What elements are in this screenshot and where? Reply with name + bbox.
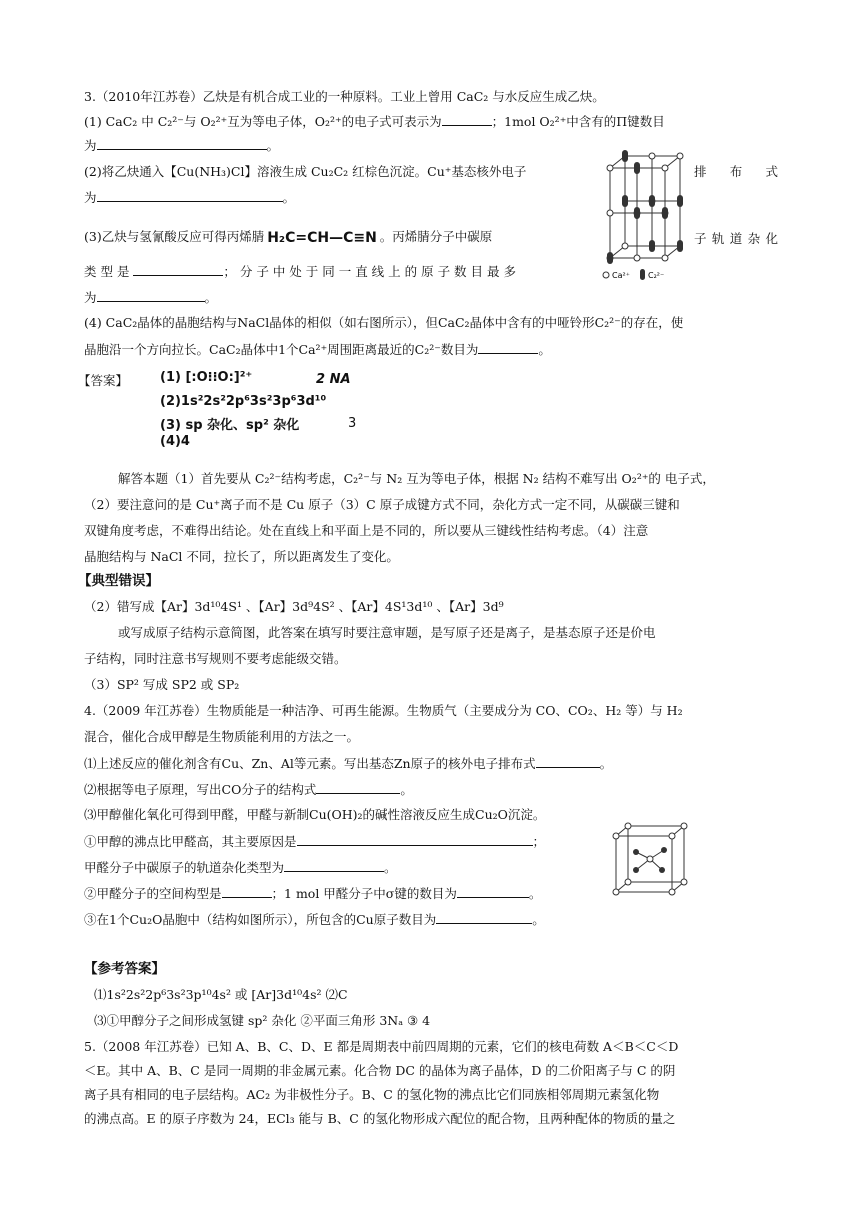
q4-line-7: [84, 858, 397, 877]
q3-line-3: [84, 136, 279, 155]
q3-line-10-text: 晶胞沿一个方向拉长。CaC₂晶体中1个Ca²⁺周围距离最近的C₂²⁻数目为: [84, 342, 479, 357]
answer-blank[interactable]: [97, 288, 205, 302]
legend-ca: Ca²⁺: [612, 271, 630, 280]
answer-blank[interactable]: [222, 884, 272, 898]
ref-title: 【参考答案】: [84, 961, 165, 977]
answer-blank[interactable]: [316, 780, 400, 794]
answer-2: (2)1s²2s²2p⁶3s²3p⁶3d¹⁰: [160, 394, 327, 409]
answer-blank[interactable]: [478, 340, 538, 354]
answer-1: (1) [:O⁝⁝O:]²⁺: [160, 370, 253, 385]
cu2o-crystal-diagram: [612, 822, 688, 898]
period: 。: [266, 138, 280, 153]
period: 。: [599, 756, 613, 771]
q3-line-8: [84, 288, 217, 307]
q4-line-3-text: ⑴上述反应的催化剂含有Cu、Zn、Al等元素。写出基态Zn原子的核外电子排布式: [84, 756, 536, 771]
q4-line-8-tail: ；1 mol 甲醛分子中σ键的数目为: [271, 886, 457, 901]
answer-3: (3) sp 杂化、sp² 杂化: [160, 418, 300, 433]
q5-line-4: 的沸点高。E 的原子序数为 24，ECl₃ 能与 B、C 的氢化物形成六配位的配合物，且两种配体的物质的量之: [84, 1111, 676, 1126]
q4-line-6: [84, 832, 545, 851]
q3-line-8-text: 为: [84, 290, 97, 305]
answer-blank[interactable]: [133, 262, 223, 276]
acrylonitrile-formula-text: H₂C=CH—C≡N: [267, 229, 377, 246]
q4-line-9: [84, 910, 545, 929]
errors-title: 【典型错误】: [78, 573, 159, 589]
period: 。: [528, 886, 542, 901]
q4-line-3: [84, 754, 612, 773]
answer-blank[interactable]: [97, 136, 267, 150]
explain-line-2: （2）要注意问的是 Cu⁺离子而不是 Cu 原子（3）C 原子成键方式不同，杂化方式一定不同，从碳碳三键和: [84, 497, 680, 512]
answer-blank[interactable]: [442, 112, 492, 126]
answer-3b: 3: [348, 416, 357, 431]
q4-line-8-text: ②甲醛分子的空间构型是: [84, 886, 222, 901]
q3-line-6: [84, 228, 492, 247]
period: 。: [538, 342, 551, 357]
q4-line-9-text: ③在1个Cu₂O晶胞中（结构如图所示），所包含的Cu原子数目为: [84, 912, 437, 927]
errors-line-4: （3）SP² 写成 SP2 或 SP₂: [84, 677, 240, 692]
explain-line-1: 解答本题（1）首先要从 C₂²⁻结构考虑，C₂²⁻与 N₂ 互为等电子体，根据 N₂ 结构不难写出 O₂²⁺的 电子式，: [118, 471, 715, 486]
q3-line-7-text: 类 型 是: [84, 264, 134, 279]
answer-tag: 【答案】: [78, 373, 129, 388]
explain-line-4: 晶胞结构与 NaCl 不同，拉长了，所以距离发生了变化。: [84, 549, 399, 564]
q3-line-2-text: (1) CaC₂ 中 C₂²⁻与 O₂²⁺互为等电子体，O₂²⁺的电子式可表示为: [84, 114, 442, 129]
answer-4: (4)4: [160, 434, 190, 449]
q3-line-7: [84, 262, 516, 281]
q3-line-1: 3.（2010年江苏卷）乙炔是有机合成工业的一种原料。工业上曾用 CaC₂ 与水反应生成乙炔。: [84, 89, 605, 104]
answer-1b: 2 NA: [316, 372, 351, 387]
q4-line-8: [84, 884, 541, 903]
q4-line-2: 混合，催化合成甲醇是生物质能利用的方法之一。: [84, 729, 360, 744]
q3-line-2: [84, 112, 665, 131]
q3-line-3-text: 为: [84, 138, 97, 153]
ref-line-1: ⑴1s²2s²2p⁶3s²3p¹⁰4s² 或 [Ar]3d¹⁰4s² ⑵C: [94, 987, 348, 1002]
errors-line-2: 或写成原子结构示意简图，此答案在填写时要注意审题，是写原子还是离子，是基态原子还是价电: [118, 625, 656, 640]
period: 。: [532, 912, 545, 927]
acrylonitrile-formula: [264, 229, 380, 247]
ref-line-2: ⑶①甲醇分子之间形成氢键 sp² 杂化 ②平面三角形 3Nₐ ③ 4: [94, 1013, 431, 1028]
q4-line-4: [84, 780, 413, 799]
q3-line-4: (2)将乙炔通入【Cu(NH₃)Cl】溶液生成 Cu₂C₂ 红棕色沉淀。Cu⁺基态核外电子: [84, 164, 527, 179]
q4-line-1: 4.（2009 年江苏卷）生物质能是一种洁净、可再生能源。生物质气（主要成分为 CO、CO₂、H₂ 等）与 H₂: [84, 703, 683, 718]
period: 。: [384, 860, 397, 875]
q3-line-5-text: 为: [84, 190, 97, 205]
q4-line-4-text: ⑵根据等电子原理，写出CO分子的结构式: [84, 782, 317, 797]
answer-blank[interactable]: [284, 858, 384, 872]
cac2-crystal-diagram: [600, 148, 690, 284]
q3-line-9: (4) CaC₂晶体的晶胞结构与NaCl晶体的相似（如右图所示），但CaC₂晶体中含有的中哑铃形C₂²⁻的存在，使: [84, 315, 684, 330]
q4-line-6-text: ①甲醇的沸点比甲醛高，其主要原因是: [84, 834, 297, 849]
semicolon: ；: [532, 834, 546, 849]
period: 。: [204, 290, 218, 305]
q3-line-6-right: 子轨道杂化: [694, 231, 778, 246]
answer-blank[interactable]: [97, 188, 283, 202]
legend-c2: C₂²⁻: [648, 271, 665, 280]
errors-line-3: 子结构，同时注意书写规则不要考虑能级交错。: [84, 651, 347, 666]
q3-line-5: [84, 188, 295, 207]
answer-image: [156, 370, 416, 456]
q5-line-2: ＜E。其中 A、B、C 是同一周期的非金属元素。化合物 DC 的晶体为离子晶体，D 的二价阳离子与 C 的阴: [84, 1063, 676, 1078]
q3-line-2-tail: ；1mol O₂²⁺中含有的Π键数目: [491, 114, 665, 129]
q3-line-7-tail: ； 分 子 中 处 于 同 一 直 线 上 的 原 子 数 目 最 多: [223, 264, 516, 279]
q4-line-5: ⑶甲醇催化氧化可得到甲醛，甲醛与新制Cu(OH)₂的碱性溶液反应生成Cu₂O沉淀。: [84, 807, 546, 822]
answer-blank[interactable]: [536, 754, 600, 768]
period: 。: [400, 782, 413, 797]
period: 。: [282, 190, 296, 205]
q5-line-1: 5.（2008 年江苏卷）已知 A、B、C、D、E 都是周期表中前四周期的元素，它们的核电荷数 A＜B＜C＜D: [84, 1039, 679, 1054]
q3-line-4-right: 排 布 式: [694, 164, 778, 179]
q4-line-7-text: 甲醛分子中碳原子的轨道杂化类型为: [84, 860, 285, 875]
q3-line-10: [84, 340, 551, 359]
answer-blank[interactable]: [297, 832, 533, 846]
q3-line-6-text: (3)乙炔与氢氰酸反应可得丙烯腈: [84, 229, 265, 244]
answer-blank[interactable]: [436, 910, 532, 924]
q3-line-6-tail: 。丙烯腈分子中碳原: [379, 229, 493, 244]
answer-blank[interactable]: [457, 884, 529, 898]
explain-line-3: 双键角度考虑，不难得出结论。处在直线上和平面上是不同的，所以要从三键线性结构考虑。（4）注意: [84, 523, 649, 538]
errors-line-1: （2）错写成【Ar】3d¹⁰4S¹ 、【Ar】3d⁹4S² 、【Ar】4S¹3d¹⁰ 、【Ar】3d⁹: [84, 599, 504, 614]
q5-line-3: 离子具有相同的电子层结构。AC₂ 为非极性分子。B、C 的氢化物的沸点比它们同族相邻周期元素氢化物: [84, 1087, 660, 1102]
